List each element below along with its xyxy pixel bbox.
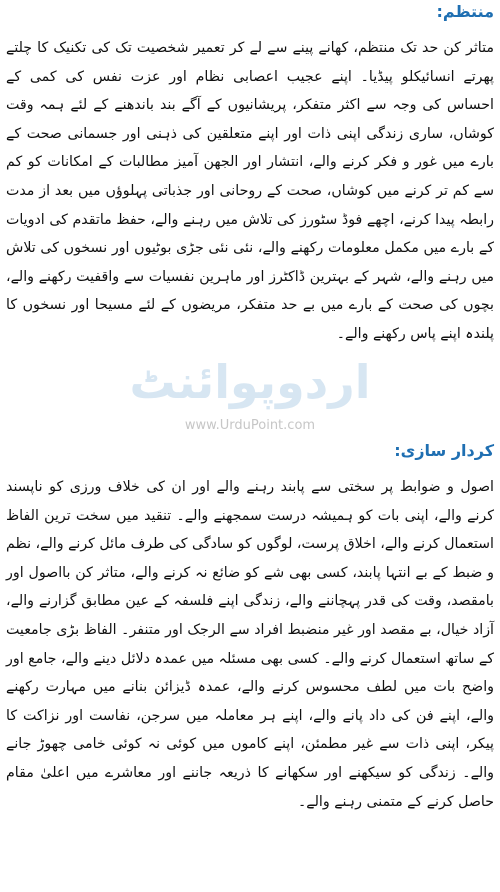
section-heading-character: کردار سازی: [394,441,494,460]
urdupoint-logo-watermark: اردوپوائنٹ [129,355,371,409]
section-text-organized: متاثر کن حد تک منتظم، کھانے پینے سے لے کر تعمیر شخصیت تک کی تکنیک کا چلتے پھرتے انسائیکلو پیڈیا۔ اپنے عجیب اعصابی نظام اور عزت نفس کی کمی کے احساس کی وجہ سے اکثر متفکر، پریشانیوں کے آگے بند باندھنے کے لئے ہمہ وقت کوشاں، ساری زندگی اپنی ذات اور اپنے متعلقین کی ذہنی اور جسمانی صحت کے بارے میں غور و فکر کرنے والے، انتشار اور الجھن آمیز مطالبات کے امکانات کو کم سے کم تر کرنے میں کوشاں، صحت کے روحانی اور جذباتی پہلوؤں میں بعد از مدت رابطہ پیدا کرنے، اچھے فوڈ سٹورز کی تلاش میں رہنے والے، حفظ ماتقدم کی ادویات کے بارے میں مکمل معلومات رکھنے والے، نئی نئی جڑی بوٹیوں اور نسخوں کی تلاش میں رہنے والے، شہر کے بہترین ڈاکٹرز اور ماہرین نفسیات سے واقفیت رکھنے والے، بچوں کی صحت کے بارے میں بے حد متفکر، مریضوں کے لئے مسیحا اور نسخوں کا پلندہ اپنے پاس رکھنے والے۔ [6,40,494,342]
section-heading-organized: منتظم: [436,2,494,21]
urdupoint-url-watermark: www.UrduPoint.com [184,418,316,433]
section-text-character: اصول و ضوابط پر سختی سے پابند رہنے والے اور ان کی خلاف ورزی کو ناپسند کرنے والے، اپنی بات کو ہمیشہ درست سمجھنے والے۔ تنقید میں سخت ترین الفاظ استعمال کرنے والے، اخلاق پرست، لوگوں کو سادگی کی طرف مائل کرنے والے، نظم و ضبط کے بے انتہا پابند، کسی بھی شے کو ضائع نہ کرنے والے، متاثر کن بااصول اور بامقصد، وقت کی قدر پہچاننے والے، زندگی اپنے فلسفہ کے عین مطابق گزارنے والے، آزاد خیال، بے مقصد اور غیر منضبط افراد سے الرجک اور متنفر۔ الفاظ بڑی جامعیت کے ساتھ استعمال کرنے والے۔ کسی بھی مسئلہ میں عمدہ دلائل دینے والے، جامع اور واضح بات میں لطف محسوس کرنے والے، عمدہ ڈیزائن بنانے میں مہارت رکھنے والے، اپنے فن کی داد پانے والے، اپنے ہر معاملہ میں سرجن، نفاست اور نزاکت کا پیکر، اپنی ذات سے غیر مطمئن، اپنے کاموں میں کوئی نہ کوئی خامی چھوڑ جانے والے۔ زندگی کو سیکھنے اور سکھانے کا ذریعہ جاننے اور معاشرے میں اعلیٰ مقام حاصل کرنے کے متمنی رہنے والے۔ [6,479,494,810]
